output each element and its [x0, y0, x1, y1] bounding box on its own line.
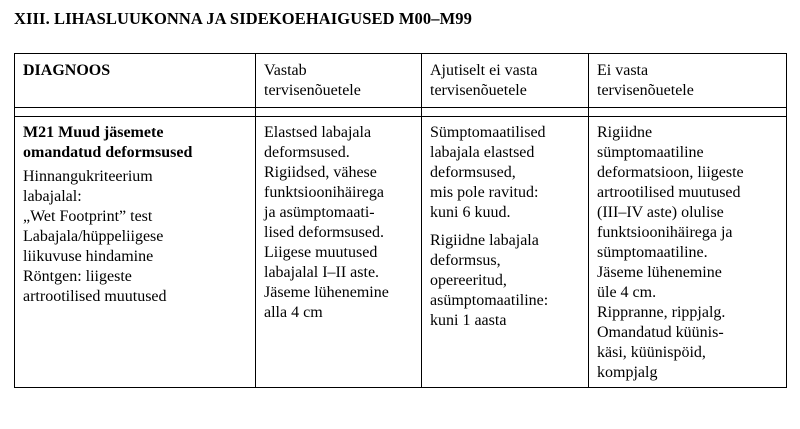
- table-row: [15, 117, 787, 388]
- criteria-line: labajalal:: [23, 188, 82, 205]
- vastab-line: Liigese muutused: [264, 244, 378, 261]
- diagnosis-criteria: [23, 167, 247, 307]
- ajutiselt-cell: [422, 117, 589, 388]
- ei-vasta-line: Omandatud küünis-: [597, 324, 724, 341]
- ajutiselt-line: mis pole ravitud:: [430, 184, 539, 201]
- header-ei-vasta: [589, 54, 787, 108]
- requirements-table: [14, 53, 787, 388]
- ei-vasta-line: Rigiidne: [597, 124, 653, 141]
- vastab-line: Rigiidsed, vähese: [264, 164, 377, 181]
- ei-vasta-line: sümptomaatiline.: [597, 244, 708, 261]
- diagnosis-cell: [15, 117, 256, 388]
- vastab-line: Jäseme lühenemine: [264, 284, 389, 301]
- ajutiselt-line: kuni 6 kuud.: [430, 204, 511, 221]
- header-ei-vasta-line: tervisenõuetele: [597, 82, 694, 99]
- criteria-line: Hinnangukriteerium: [23, 168, 153, 185]
- header-diagnoos-label: DIAGNOOS: [23, 62, 111, 79]
- ei-vasta-line: käsi, küünispöid,: [597, 344, 706, 361]
- vastab-line: deformsused.: [264, 144, 350, 161]
- criteria-line: „Wet Footprint” test: [23, 208, 153, 225]
- vastab-line: ja asümptomaati-: [264, 204, 375, 221]
- ei-vasta-line: üle 4 cm.: [597, 284, 657, 301]
- vastab-paragraph: [264, 123, 413, 163]
- vastab-line: labajalal I–II aste.: [264, 264, 380, 281]
- ei-vasta-line: (III–IV aste) olulise: [597, 204, 724, 221]
- header-vastab: [256, 54, 422, 108]
- diagnosis-title: [23, 123, 247, 163]
- criteria-line: Labajala/hüppeliigese: [23, 228, 164, 245]
- vastab-cell: [256, 117, 422, 388]
- vastab-line: funktsioonihäirega: [264, 184, 384, 201]
- ei-vasta-line: artrootilised muutused: [597, 184, 741, 201]
- ajutiselt-line: Sümptomaatilised: [430, 124, 546, 141]
- vastab-line: alla 4 cm: [264, 304, 323, 321]
- criteria-line: artrootilised muutused: [23, 288, 167, 305]
- page-title: XIII. LIHASLUUKONNA JA SIDEKOEHAIGUSED M00–M99: [14, 9, 472, 28]
- header-ajutiselt-line: Ajutiselt ei vasta: [430, 62, 538, 79]
- ei-vasta-line: Rippranne, rippjalg.: [597, 304, 726, 321]
- ajutiselt-paragraph: [430, 231, 580, 331]
- ajutiselt-line: deformsused,: [430, 164, 516, 181]
- ajutiselt-paragraph: [430, 123, 580, 223]
- criteria-line: liikuvuse hindamine: [23, 248, 154, 265]
- ajutiselt-line: opereeritud,: [430, 272, 507, 289]
- ajutiselt-line: labajala elastsed: [430, 144, 535, 161]
- ajutiselt-line: kuni 1 aasta: [430, 312, 507, 329]
- vastab-line: lised deformsused.: [264, 224, 384, 241]
- header-ei-vasta-line: Ei vasta: [597, 62, 649, 79]
- ei-vasta-line: sümptomaatiline: [597, 144, 704, 161]
- header-vastab-line: tervisenõuetele: [264, 82, 361, 99]
- table-header-row: [15, 54, 787, 108]
- ajutiselt-line: asümptomaatiline:: [430, 292, 549, 309]
- vastab-paragraph: [264, 163, 413, 323]
- ei-vasta-line: funktsioonihäirega ja: [597, 224, 733, 241]
- diagnosis-title-line: omandatud deformsused: [23, 144, 193, 161]
- ei-vasta-line: Jäseme lühenemine: [597, 264, 722, 281]
- header-ajutiselt-line: tervisenõuetele: [430, 82, 527, 99]
- vastab-line: Elastsed labajala: [264, 124, 372, 141]
- ei-vasta-line: deformatsioon, liigeste: [597, 164, 744, 181]
- header-diagnoos: [15, 54, 256, 108]
- ajutiselt-line: deformsus,: [430, 252, 501, 269]
- ei-vasta-line: kompjalg: [597, 364, 658, 381]
- header-ajutiselt: [422, 54, 589, 108]
- header-vastab-line: Vastab: [264, 62, 307, 79]
- criteria-line: Röntgen: liigeste: [23, 268, 132, 285]
- diagnosis-title-line: M21 Muud jäsemete: [23, 124, 164, 141]
- ei-vasta-cell: [589, 117, 787, 388]
- spacer-row: [15, 108, 787, 117]
- ajutiselt-line: Rigiidne labajala: [430, 232, 539, 249]
